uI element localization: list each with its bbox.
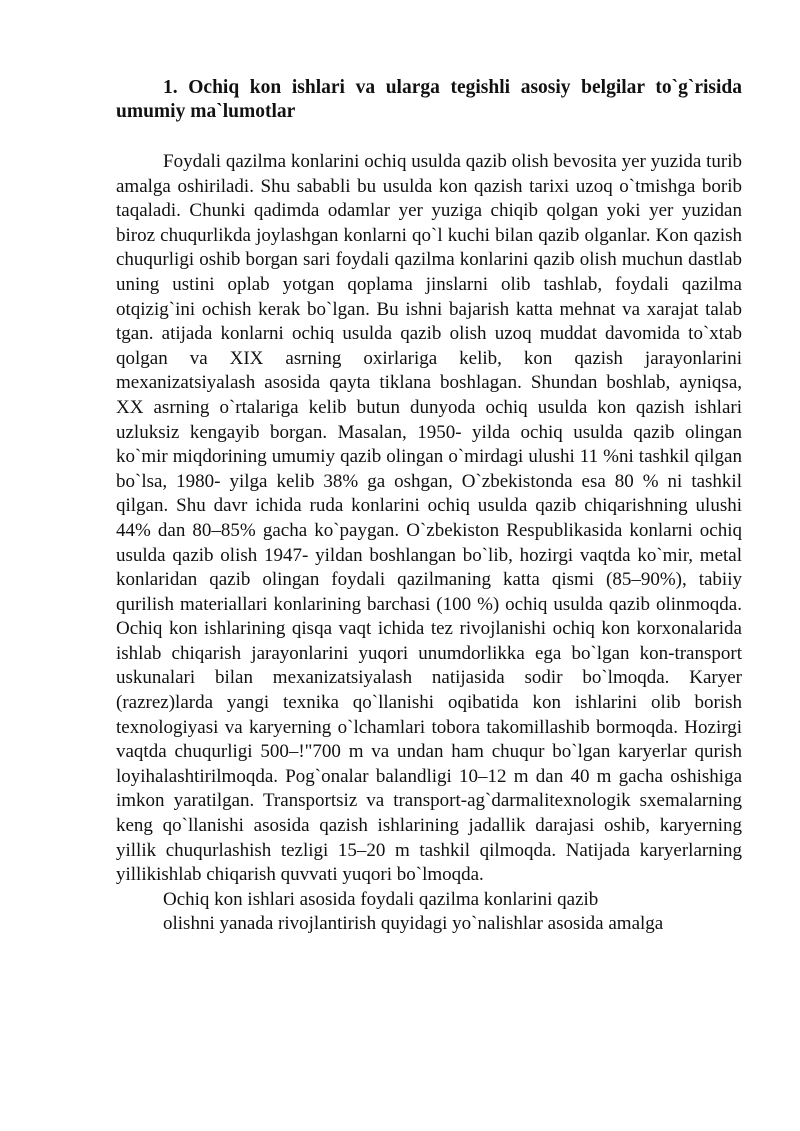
paragraph-line-1: Ochiq kon ishlari asosida foydali qazilma konlarini qazib (163, 888, 599, 910)
body-paragraph: Foydali qazilma konlarini ochiq usulda qazib olish bevosita yer yuzida turib amalga oshiriladi. Shu sababli bu usulda kon qazish tarixi uzoq o`tmishga borib taqaladi. Chunki qadimda odamlar yer yuziga chiqib qolgan yoki yer yuzidan biroz chuqurlikda joylashgan konlarni qo`l kuchi bilan qazib olganlar. Kon qazish chuqurligi oshib borgan sari foydali qazilma konlarini qazib olish muchun dastlab uning ustini oplab yotgan qoplama jinslarni olib tashlab, foydali qazilma otqizig`ini ochish kerak bo`lgan. Bu ishni bajarish katta mehnat va xarajat talab tgan. atijada konlarni ochiq usulda qazib olish uzoq muddat davomida to`xtab qolgan va XIX asrning oxirlariga kelib, kon qazish jarayonlarini mexanizatsiyalash asosida qayta tiklana boshlagan. Shundan boshlab, ayniqsa, XX asrning o`rtalariga kelib butun dunyoda ochiq usulda kon qazish ishlari uzluksiz kengayib borgan. Masalan, 1950- yilda ochiq usulda qazib olingan ko`mir miqdorining umumiy qazib olingan o`mirdagi ulushi 11 %ni tashkil qilgan bo`lsa, 1980- yilga kelib 38% ga oshgan, O`zbekistonda esa 80 % ni tashkil qilgan. Shu davr ichida ruda konlarini ochiq usulda qazib chiqarishning ulushi 44% dan 80–85% gacha ko`paygan. O`zbekiston Respublikasida konlarni ochiq usulda qazib olish 1947- yildan boshlangan bo`lib, hozirgi vaqtda ko`mir, metal konlaridan qazib olingan foydali qazilmaning katta qismi (85–90%), tabiiy qurilish materiallari konlarining barchasi (100 %) ochiq usulda qazib olinmoqda. Ochiq kon ishlarining qisqa vaqt ichida tez rivojlanishi ochiq kon korxonalarida ishlab chiqarish jarayonlarini yuqori unumdorlikka ega bo`lgan kon-transport uskunalari bilan mexanizatsiyalash natijasida sodir bo`lmoqda. Karyer (razrez)larda yangi texnika qo`llanishi oqibatida kon ishlarini olib borish texnologiyasi va karyerning o`lchamlari tobora takomillashib bormoqda. Hozirgi vaqtda chuqurligi 500–!"700 m va undan ham chuqur bo`lgan karyerlar qurish loyihalashtirilmoqda. Pog`onalar balandligi 10–12 m dan 40 m gacha oshishiga imkon yaratilgan. Transportsiz va transport-ag`darmalitexnologik sxemalarning keng qo`llanishi asosida qazish ishlarining jadallik darajasi oshib, karyerning yillik chuqurlashish tezligi 15–20 m tashkil qilmoqda. Natijada karyerlarning yillikishlab chiqarish quvvati yuqori bo`lmoqda. (116, 151, 742, 886)
paragraph-line-2: olishni yanada rivojlantirish quyidagi yo`nalishlar asosida amalga (163, 913, 664, 935)
section-heading: 1. Ochiq kon ishlari va ularga tegishli asosiy belgilar to`g`risida umumiy ma`lumotlar (116, 77, 742, 122)
document-page (116, 76, 742, 937)
